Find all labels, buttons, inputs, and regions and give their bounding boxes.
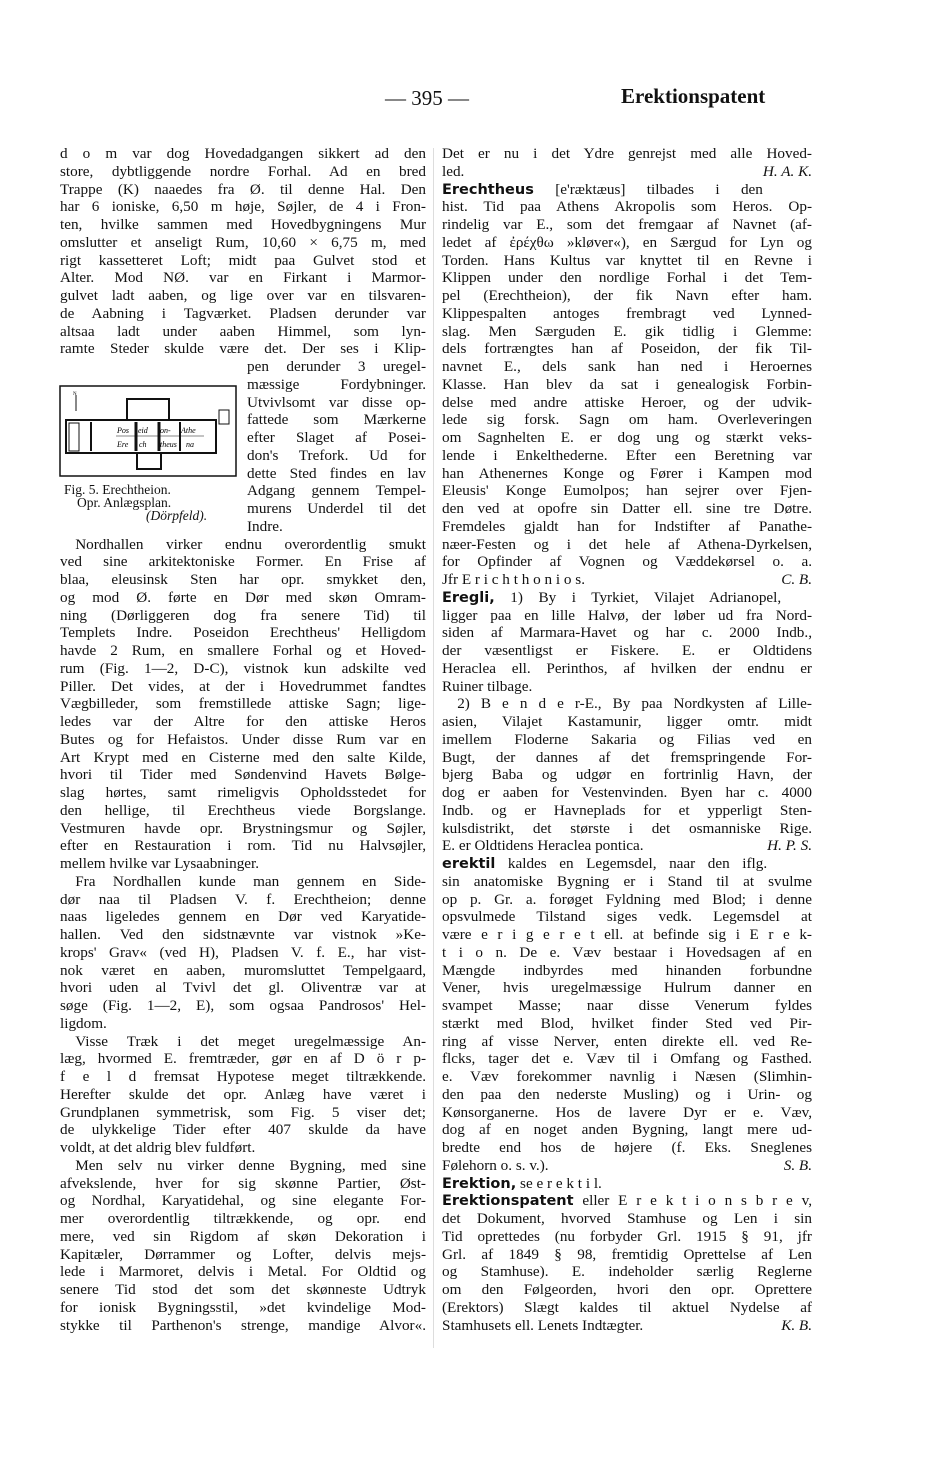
line-text: Nordhallen virker endnu overordentlig smukt [60,535,426,553]
line-text: efter Slaget af Posei- [247,429,426,446]
line-text: Grundplanen symmetrisk, som Fig. 5 viser det; [60,1103,426,1121]
line-text: rum (Fig. 1—2, D-C), vistnok kun adskilte ved [60,659,426,677]
text-line [60,252,426,270]
line-text: dog er aaben for Vestenvinden. Byen har c. 4000 [442,784,812,801]
line-text: asien, Vilajet Kastamunir, ligger omtr. midt [442,713,812,730]
line-text: svampet Masse; naar disse Venerum fyldes [442,997,812,1014]
text-line [60,820,426,838]
text-line [442,642,812,660]
text-line [247,394,426,412]
text-line [442,1050,812,1068]
figure-caption: Opr. Anlægsplan. [77,495,172,510]
text-line [442,411,812,429]
right-column [442,145,812,1334]
line-text: pen derunder 3 uregel- [247,358,426,375]
line-text: senere Tid stod det som det skønneste Udtryk [60,1281,426,1298]
text-line [60,1281,426,1299]
text-line [442,713,812,731]
text-line [247,447,426,465]
line-text: sin anatomiske Bygning er i Stand til at svulme [442,872,812,890]
line-text: dog af en noget anden Bygning, langt mere ud- [442,1121,812,1139]
line-text: fattede som Mærkerne [247,411,426,429]
text-line [60,1210,426,1228]
text-line [60,163,426,181]
line-text: Eleusis' Konge Eumolpos; han sejrer over Fjen- [442,482,812,500]
figure-caption: Fig. 5. Erechtheion. [64,482,171,497]
line-text: mer overordentlig tiltrækkende, og opr. end [60,1210,426,1227]
line-text: kulsdistrikt, det største i det osmanniske Rige. [442,819,812,837]
text-line [247,500,426,518]
line-text: Følehorn o. s. v.). [442,1156,549,1174]
text-line [60,216,426,234]
entry-headword: Erektion, [442,1175,517,1192]
line-text: Klasse. Han blev da sat i genealogisk Forbin- [442,375,812,393]
line-text: krops' Grav« (ved H), Pladsen V. f. E., har vist- [60,943,426,961]
line-text: slag. Men Særguden E. gik tidlig i Glemme: [442,322,812,340]
line-text: Men selv nu virker denne Bygning, med sine [60,1156,426,1174]
text-line [60,837,426,855]
line-text: Piller. Det vides, at der i Hovedrummet fandtes [60,677,426,695]
text-line [60,1104,426,1122]
text-line [442,1157,812,1175]
plan-label: theus [160,440,177,449]
text-line [442,731,812,749]
line-text: gulvet ladt aaben, og lige over var en tilsvaren- [60,287,426,304]
text-line [442,1246,812,1264]
line-text: ramte Steder skulde være det. Der ses i Klip- [60,340,426,358]
line-text: delse med andre attiske Heroer, og der udvik- [442,393,812,411]
text-line [60,1086,426,1104]
plan-label: eid [138,426,148,435]
line-text: Stamhusets ell. Lenets Indtægter. [442,1316,644,1334]
line-text: næer-Festen og i det hele af Athena-Dyrkelsen, [442,535,812,553]
text-line [442,1317,812,1335]
line-text: Fra Nordhallen kunde man gennem en Side- [60,872,426,890]
text-line [60,340,426,358]
figure-caption: (Dörpfeld). [146,508,208,523]
line-text: ligdom. [60,1014,107,1032]
text-line [442,163,812,181]
line-text: Grl. af 1849 § 98, fremtidig Oprettelse af Len [442,1245,812,1263]
text-line [247,518,426,536]
line-text: navnet E., dels sank han ned i Heroernes [442,358,812,375]
text-line [442,802,812,820]
text-line [247,358,426,376]
text-line [442,145,812,163]
left-column [60,145,426,1334]
text-line [60,997,426,1015]
text-line [60,589,426,607]
line-text: Indb. og er Havneplads for et ypperligt Sten- [442,801,812,819]
text-line [60,766,426,784]
line-text: om Sagnhelten E. er dog ung og stærkt veks- [442,429,812,446]
line-text: slag hørtes, samt rimeligvis Opholdsstedet for [60,784,426,801]
text-line [442,1299,812,1317]
text-line [442,571,812,589]
line-text: hallen. Ved den sidstnævnte var vistnok »Ke- [60,926,426,943]
text-line [442,1015,812,1033]
line-text: Torden. Hans Kultus var knyttet til en Revne i [442,251,812,269]
text-line [60,269,426,287]
text-line [442,1263,812,1281]
text-line [60,979,426,997]
line-text: søge (Fig. 1—2, E), som ogsaa Pandrosos' Hel- [60,997,426,1014]
line-text: stærkt med Blod, hvilket finder Sted ved Pir- [442,1014,812,1032]
line-text: Ruiner tilbage. [442,677,533,695]
entry-headword: Eregli, [442,589,495,606]
line-text: Trappe (K) naaedes fra Ø. til denne Hal. Den [60,180,426,198]
line-text: afvekslende, hver for sig skønne Partier, Øst- [60,1174,426,1192]
text-line [60,642,426,660]
line-text: Mængde indbyrdes med hinanden forbundne [442,961,812,979]
line-text: der væsentligst er Fiskere. E. er Oldtidens [442,642,812,659]
text-line [60,553,426,571]
line-text: den hellige, til Erechtheus viede Borgslange. [60,801,426,819]
text-line [60,571,426,589]
text-line [442,979,812,997]
text-line [60,855,426,873]
text-line [442,1104,812,1122]
text-line [442,837,812,855]
line-text: Klippespalten antoges frembragt ved Lynned- [442,304,812,322]
plan-label: on- [160,426,171,435]
line-text: har 6 ioniske, 6,50 m høje, Søjler, de 4 i Fron- [60,198,426,216]
running-head: Erektionspatent [621,84,766,108]
line-text: ten, hvilke sammen med Hovedbygningens Mur [60,216,426,233]
text-line [442,1210,812,1228]
line-text: Fremdeles gjaldt han for Indstifter af Panathe- [442,517,812,535]
text-line [60,287,426,305]
line-text: Herefter skulde det opr. Anlæg have været i [60,1085,426,1103]
text-line [442,447,812,465]
line-text: se e r e k t i l. [516,1174,602,1192]
text-line [60,1228,426,1246]
author-signature: K. B. [781,1316,812,1334]
line-text: ledet af ἐρέχθω »kløver«), en Særgud for Lyn og [442,233,812,251]
text-line [247,482,426,500]
line-text: d o m var dog Hovedadgangen sikkert ad den [60,145,426,162]
text-line [442,536,812,554]
line-text: den ved at opofre sin Datter ell. sine tre Døtre. [442,500,812,517]
text-line [60,607,426,625]
line-text: efter en Restauration i rom. Tid nu Halvsøjler, [60,837,426,855]
line-text: Jfr E r i c h t h o n i o s. [442,571,585,588]
line-text: f e l d fremsat Hypotese meget tiltrækkende. [60,1068,426,1085]
line-text: hist. Tid paa Athens Akropolis som Heros. Op- [442,198,812,216]
line-text: e. Væv forekommer navnlig i Næsen (Slimhin- [442,1068,812,1085]
text-line [442,358,812,376]
text-line [442,997,812,1015]
text-line [442,252,812,270]
text-line [60,234,426,252]
text-line [60,536,426,554]
line-text: eller E r e k t i o n s b r e v, [573,1192,812,1210]
line-text: for ionisk Bygningsstil, »det kvindelige Mod- [60,1298,426,1316]
author-signature: C. B. [781,571,812,588]
line-text: Klippen under den nordlige Forhal i det Tem- [442,269,812,287]
text-line [60,731,426,749]
text-line [442,429,812,447]
line-text: ledes var der Altre for den attiske Heros [60,713,426,730]
line-text: Vener, hvis uregelmæssige Hulrum danner en [442,979,812,997]
line-text: [e'ræktæus] tilbades i den [533,180,763,198]
text-line [442,287,812,305]
text-line [247,429,426,447]
text-line [442,181,812,199]
line-text: murens Underdel til det [247,500,426,517]
text-line [60,1192,426,1210]
line-text: om den Følgeorden, hvori den opr. Oprettere [442,1281,812,1298]
text-line [442,624,812,642]
text-line [247,411,426,429]
line-text: det Dokument, hvorved Stamhuse og Len i sin [442,1210,812,1227]
line-text: Heraclea ell. Perinthos, af hvilken der endnu er [442,659,812,677]
line-text: blaa, eleusinsk Sten har opr. smykket den, [60,571,426,588]
text-line [60,926,426,944]
text-line [60,305,426,323]
text-line [442,500,812,518]
line-text: store, dybtliggende nordre Forhal. Ad en bred [60,162,426,180]
text-line [442,269,812,287]
line-text: don's Trefork. Ud for [247,446,426,464]
line-text: Butes og for Hefaistos. Under disse Rum var en [60,730,426,748]
text-line [247,465,426,483]
text-line [60,1246,426,1264]
line-text: E. er Oldtidens Heraclea pontica. [442,837,644,855]
line-text: mere, ved sin Rigdom af skøn Dekoration i [60,1227,426,1245]
text-line [247,376,426,394]
line-text: naas ligeledes gennem en Dør ved Karyatide- [60,908,426,926]
text-line [442,678,812,696]
text-line [442,766,812,784]
line-text: omslutter et anseligt Rum, 10,60 × 6,75 m, med [60,233,426,251]
text-line [60,323,426,341]
line-text: bjerg Baba og udgør en fortrinlig Havn, der [442,766,812,784]
line-text: og mod Ø. førte en Dør med skøn Omram- [60,588,426,606]
text-line [442,1139,812,1157]
plan-label: Pos [117,426,129,435]
author-signature: S. B. [783,1156,812,1174]
text-line [60,891,426,909]
text-line [60,181,426,199]
text-line [442,908,812,926]
line-text: Det er nu i det Ydre genrejst med alle Hoved- [442,145,812,162]
line-text: ning (Dørliggeren dog fra senere Tid) til [60,606,426,624]
text-line [60,1139,426,1157]
text-line [442,749,812,767]
line-text: flcks, tager det e. Væv til i Omfang og Fasthed. [442,1050,812,1068]
text-line [442,465,812,483]
line-text: og Stamhuse). E. indeholder særlig Reglerne [442,1263,812,1281]
text-line [442,944,812,962]
line-text: altsaa ladt under aaben Himmel, som lyn- [60,322,426,340]
text-line [60,1299,426,1317]
line-text: for Opfinder af Vognen og Væddekørsel o. a. [442,553,812,571]
line-text: Vestmuren havde opr. Brystningsmur og Søjler, [60,819,426,837]
entry-headword: Erechtheus [442,181,534,198]
line-text: 1) By i Tyrkiet, Vilajet Adrianopel, [494,588,782,606]
line-text: lede i Marmoret, delvis i Metal. For Oldtid og [60,1263,426,1281]
text-line [442,589,812,607]
text-line [442,216,812,234]
line-text: de ulykkelige Tider efter 407 skulde da have [60,1121,426,1139]
text-line [442,820,812,838]
text-line [60,1050,426,1068]
text-line [442,1175,812,1193]
text-line [442,1228,812,1246]
line-text: Kapitæler, Dørrammer og Lofter, delvis mejs- [60,1245,426,1263]
line-text: Vægbilleder, som fremstillede attiske Sagn; lige- [60,695,426,713]
text-line [60,1068,426,1086]
line-text: Templets Indre. Poseidon Erechtheus' Helligdom [60,624,426,642]
text-line [60,678,426,696]
text-line [442,1281,812,1299]
line-text: t i o n. De e. Væv bestaar i Hovedsagen af en [442,943,812,961]
text-line [60,695,426,713]
line-text: imellem Floderne Sakaria og Filias ved en [442,730,812,748]
line-text: Adgang gennem Tempel- [247,482,426,500]
line-text: Alter. Mod NØ. var en Firkant i Marmor- [60,269,426,287]
line-text: Art Krypt med en Cisterne med den salte Kilde, [60,748,426,766]
text-line [60,713,426,731]
line-text: Indre. [247,517,283,535]
text-line [60,749,426,767]
line-text: kaldes en Legemsdel, naar den iflg. [495,855,768,872]
line-text: opsvulmede Tilstand siges vedk. Legemsdel at [442,908,812,926]
line-text: (Erektors) Slægt kaldes til aktuel Nydelse af [442,1298,812,1316]
line-text: Kønsorganerne. Hos de lavere Dyr er e. Væv, [442,1103,812,1121]
line-text: nok været en aaben, muromsluttet Tempelgaard, [60,961,426,979]
text-line [60,1317,426,1335]
plan-label: ch [139,440,147,449]
line-text: være e r i g e r e t ell. at befinde sig i E r e k- [442,926,812,943]
text-line [442,891,812,909]
line-text: Visse Træk i det meget uregelmæssige An- [60,1032,426,1050]
line-text: rigt kassetteret Loft; midt paa Gulvet stod et [60,251,426,269]
plan-label: Athe [181,426,196,435]
text-line [442,1033,812,1051]
line-text: ring af visse Nerver, enten direkte ell. ved Re- [442,1032,812,1050]
text-line [60,660,426,678]
text-line [442,1068,812,1086]
text-line [60,873,426,891]
text-line [442,553,812,571]
line-text: dør naa til Pladsen V. f. Erechtheion; denne [60,890,426,908]
text-line [60,962,426,980]
line-text: hvori uden al Tvivl det gl. Oliventræ var at [60,979,426,997]
entry-headword: erektil [442,856,496,872]
line-text: dette Sted findes en lav [247,464,426,482]
text-line [442,1192,812,1210]
line-text: voldt, at det aldrig blev fuldført. [60,1139,256,1156]
line-text: op p. Gr. a. forøget Fyldning med Blod; i denne [442,890,812,908]
text-line [442,394,812,412]
author-signature: H. A. K. [762,162,812,180]
line-text: og Nordhal, Karyatidehal, og sine elegante For- [60,1192,426,1210]
text-line [60,784,426,802]
text-line [442,607,812,625]
text-line [442,323,812,341]
line-text: den paa den nederste Musling) og i Urin- og [442,1085,812,1103]
text-line [442,855,812,873]
page-number: — 395 — [385,86,469,110]
line-text: Utvivlsomt var disse op- [247,393,426,411]
text-line [442,340,812,358]
text-line [442,873,812,891]
text-line [60,944,426,962]
line-text: læg, hvormed E. fremtræder, gør en af D ö r p- [60,1050,426,1068]
text-line [442,926,812,944]
line-text: ligger paa en lille Halvø, der løber ud fra Nord- [442,606,812,624]
line-text: pel (Erechtheion), der fik Navn efter ham. [442,287,812,304]
text-line [60,198,426,216]
entry-headword: Erektionspatent [442,1193,574,1210]
text-line [60,624,426,642]
text-line [60,1263,426,1281]
column-divider [433,148,434,1348]
text-line [442,198,812,216]
text-line [60,1175,426,1193]
line-text: Tid oprettedes (nu forbyder Grl. 1915 § 91, jfr [442,1227,812,1245]
text-line [442,518,812,536]
text-line [442,695,812,713]
line-text: ved sine arkitektoniske Former. En Frise af [60,553,426,571]
text-line [442,1086,812,1104]
line-text: de Aabning i Tagværket. Pladsen derunder var [60,304,426,322]
line-text: led. [442,162,465,180]
line-text: stykke til Parthenon's strenge, mandige Alvor«. [60,1316,426,1334]
text-line [442,784,812,802]
line-text: 2) B e n d e r-E., By paa Nordkysten af Lille- [442,695,812,713]
line-text: siden af Marmara-Havet og har c. 2000 Indb., [442,624,812,642]
line-text: mellem hvilke var Lysaabninger. [60,855,260,872]
line-text: lede sig forsk. Sagn om ham. Overleveringen [442,411,812,429]
line-text: hvori til Tider med Søndenvind Havets Bølge- [60,766,426,784]
text-line [60,1157,426,1175]
line-text: havde 2 Rum, en smallere Forhal og et Hoved- [60,642,426,659]
line-text: dels fortrængtes han af Poseidon, der fik Til- [442,340,812,358]
north-label: N [73,392,77,397]
text-line [442,376,812,394]
text-line [442,234,812,252]
text-line [60,1033,426,1051]
text-line [442,482,812,500]
text-line [60,1015,426,1033]
text-line [442,305,812,323]
text-line [442,1121,812,1139]
author-signature: H. P. S. [767,837,812,855]
line-text: Bugt, der dannes af det fremspringende For- [442,748,812,766]
text-line [60,145,426,163]
line-text: lende i Enkelthederne. Efter een Beretning var [442,446,812,464]
line-text: mæssige Fordybninger. [247,375,426,393]
plan-label: Ere [117,440,129,449]
text-line [60,802,426,820]
line-text: rindelig var E., som det fremgaar af Navnet (af- [442,216,812,233]
text-line [60,908,426,926]
text-line [442,962,812,980]
plan-label: na [186,440,194,449]
text-line [442,660,812,678]
line-text: bredte end hos de højere (f. Eks. Sneglenes [442,1139,812,1156]
line-text: han Athenernes Konge og Fører i Kampen mod [442,464,812,482]
text-line [60,1121,426,1139]
